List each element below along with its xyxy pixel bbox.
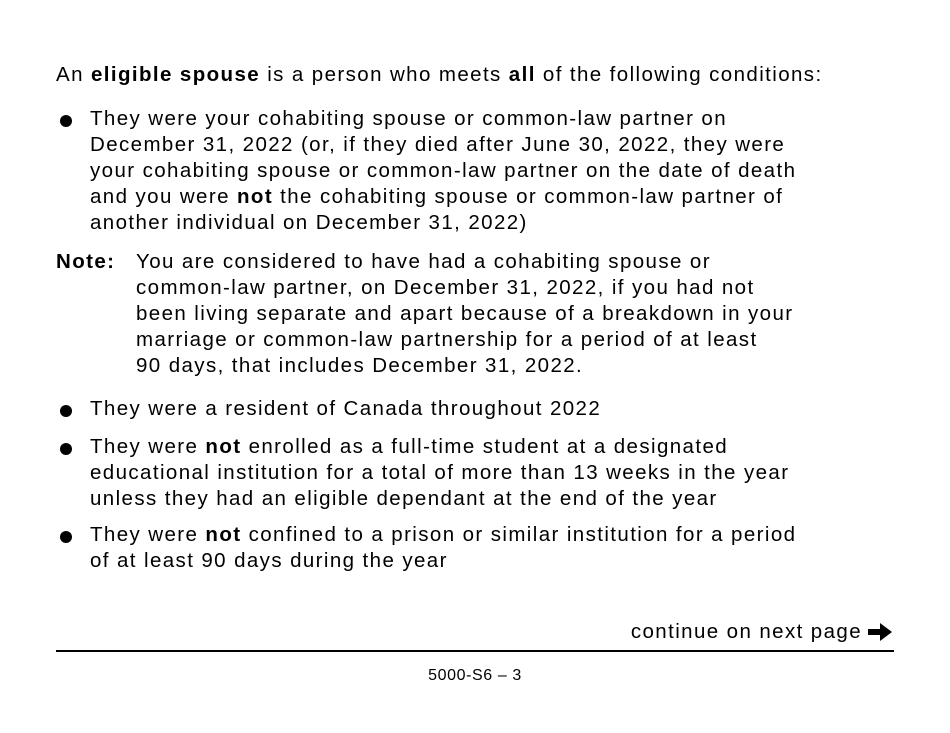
bullet-line-pre: and you were bbox=[90, 185, 237, 208]
bullet-line-pre: They were bbox=[90, 523, 206, 546]
bullet-dot-icon bbox=[60, 531, 72, 543]
arrow-right-icon bbox=[866, 621, 894, 643]
bullet-line: your cohabiting spouse or common-law partner on the date of death bbox=[90, 159, 797, 182]
intro-paragraph bbox=[56, 62, 936, 88]
condition-bullet-student bbox=[56, 434, 916, 512]
bullet-line: educational institution for a total of more than 13 weeks in the year bbox=[90, 461, 790, 484]
note-line: common-law partner, on December 31, 2022, if you had not bbox=[136, 276, 755, 299]
intro-text-2: is a person who meets bbox=[260, 63, 509, 86]
note-line: You are considered to have had a cohabiting spouse or bbox=[136, 250, 711, 273]
condition-bullet-resident bbox=[56, 396, 916, 422]
note-line: marriage or common-law partnership for a period of at least bbox=[136, 328, 758, 351]
bullet-dot-icon bbox=[60, 115, 72, 127]
continue-label: continue on next page bbox=[630, 620, 862, 643]
eligible-spouse-term: eligible spouse bbox=[90, 63, 261, 86]
not-emphasis: not bbox=[205, 435, 242, 458]
note-label: Note: bbox=[56, 250, 116, 273]
bullet-line: of at least 90 days during the year bbox=[90, 549, 448, 572]
bullet-dot-icon bbox=[60, 405, 72, 417]
note-line: been living separate and apart because of a breakdown in your bbox=[136, 302, 794, 325]
intro-text-1: An bbox=[56, 63, 91, 86]
bullet-line-post: the cohabiting spouse or common-law partner of bbox=[273, 185, 784, 208]
intro-text-3: of the following conditions: bbox=[535, 63, 823, 86]
bullet-line-post: enrolled as a full-time student at a designated bbox=[241, 435, 729, 458]
condition-bullet-cohabiting bbox=[56, 106, 916, 236]
bullet-line: They were a resident of Canada throughout 2022 bbox=[90, 397, 602, 420]
bullet-line-pre: They were bbox=[90, 435, 206, 458]
bullet-line bbox=[90, 184, 916, 210]
bullet-line: They were your cohabiting spouse or common-law partner on bbox=[90, 107, 727, 130]
all-emphasis: all bbox=[508, 63, 536, 86]
continue-next-page bbox=[631, 619, 894, 645]
not-emphasis: not bbox=[236, 185, 274, 208]
bullet-line-post: confined to a prison or similar institution for a period bbox=[241, 523, 797, 546]
bullet-line: another individual on December 31, 2022) bbox=[90, 211, 528, 234]
condition-bullet-prison bbox=[56, 522, 916, 574]
bullet-line: December 31, 2022 (or, if they died after June 30, 2022, they were bbox=[90, 133, 786, 156]
bullet-line bbox=[90, 434, 916, 460]
page-number: 5000-S6 – 3 bbox=[428, 667, 522, 684]
bullet-line bbox=[90, 522, 916, 548]
bullet-dot-icon bbox=[60, 443, 72, 455]
note-line: 90 days, that includes December 31, 2022. bbox=[136, 354, 584, 377]
not-emphasis: not bbox=[205, 523, 242, 546]
footer-divider bbox=[56, 650, 894, 652]
bullet-line: unless they had an eligible dependant at the end of the year bbox=[90, 487, 718, 510]
note-block bbox=[56, 249, 916, 379]
